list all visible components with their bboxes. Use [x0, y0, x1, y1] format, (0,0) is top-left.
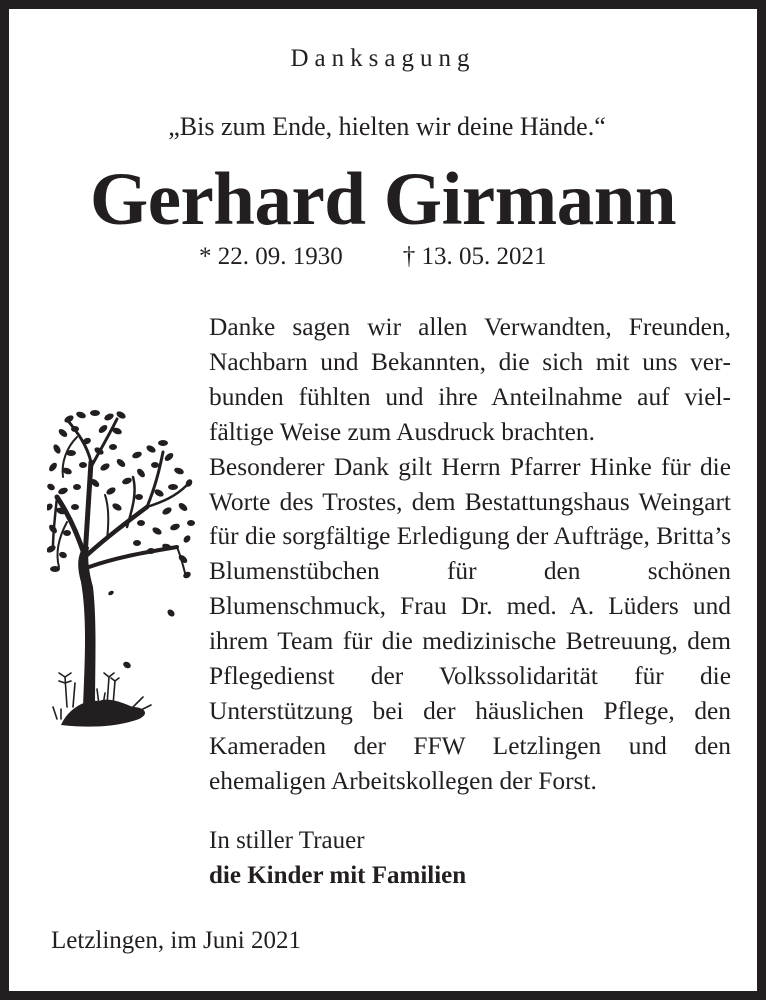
death-date: † 13. 05. 2021 — [402, 243, 547, 270]
thanks-paragraph-details: Besonderer Dank gilt Herrn Pfarrer Hinke für die Worte des Trostes, dem Bestattungshaus Weingart für die sorgfältige Erledigung der Aufträge, Britta’s Blumenstübchen für den schönen Blumenschmuck, Frau Dr. med. A. Lüders und ihrem Team für die medizinische Betreuung, dem Pflegedienst der Volkssolidarität für die Unterstützung bei der häuslichen Pflege, den Kameraden der FFW Letzlingen und den ehemaligen Arbeitskollegen der Forst. — [209, 452, 732, 795]
notice-quote: „Bis zum Ende, hielten wir deine Hände.“ — [168, 112, 606, 141]
signoff — [209, 823, 466, 893]
deceased-name: Gerhard Girmann — [89, 158, 677, 241]
notice-heading: Danksagung — [290, 45, 476, 72]
birth-date: * 22. 09. 1930 — [199, 243, 343, 270]
thanks-paragraph-intro: Danke sagen wir allen Verwandten, Freunden, Nachbarn und Bekannten, die sich mit uns verbunden fühlten und ihre Anteilnahme auf vielfältige Weise zum Ausdruck brachten. — [209, 313, 731, 446]
life-dates — [199, 243, 547, 271]
place-and-date: Letzlingen, im Juni 2021 — [51, 927, 301, 954]
tree-with-falling-leaves-icon — [47, 407, 195, 732]
signoff-line: In stiller Trauer — [209, 827, 365, 854]
signoff-family: die Kinder mit Familien — [209, 862, 467, 889]
thanks-text — [209, 310, 731, 799]
